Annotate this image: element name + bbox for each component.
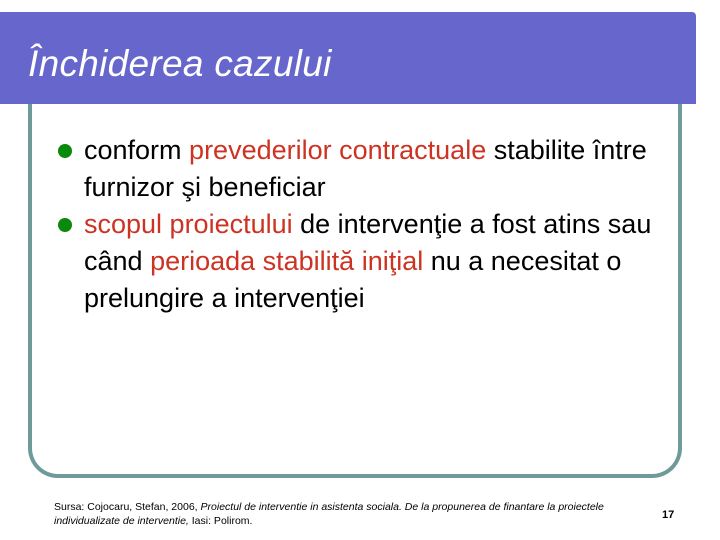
bullet-dot-icon	[58, 218, 72, 232]
page-number: 17	[662, 509, 675, 521]
source-prefix: Sursa: Cojocaru, Stefan, 2006,	[54, 501, 201, 513]
bullet-item	[56, 206, 686, 317]
title-bar	[0, 12, 696, 104]
bullet-text: stabilite între furnizor şi beneficiar	[84, 135, 647, 202]
source-suffix: Iasi: Polirom.	[188, 515, 253, 527]
bullet-text: nu a necesitat o prelungire a intervenţiei	[84, 246, 622, 313]
bullet-item	[56, 132, 686, 206]
source-book-title: Proiectul de interventie in asistenta sociala. De la propunerea de finantare la proiectele individualizate de interventie,	[54, 501, 604, 527]
bullet-text: conform	[84, 135, 190, 165]
bullet-highlight-text: scopul proiectului	[84, 209, 293, 239]
slide-title: Închiderea cazului	[28, 43, 332, 84]
bullet-text: de intervenţie a fost atins sau când	[84, 209, 652, 276]
bullet-highlight-text: prevederilor contractuale	[189, 135, 487, 165]
bullet-dot-icon	[58, 144, 72, 158]
bullet-list	[56, 132, 686, 317]
bullet-highlight-text: perioada stabilită iniţial	[150, 246, 424, 276]
source-citation	[54, 500, 644, 528]
